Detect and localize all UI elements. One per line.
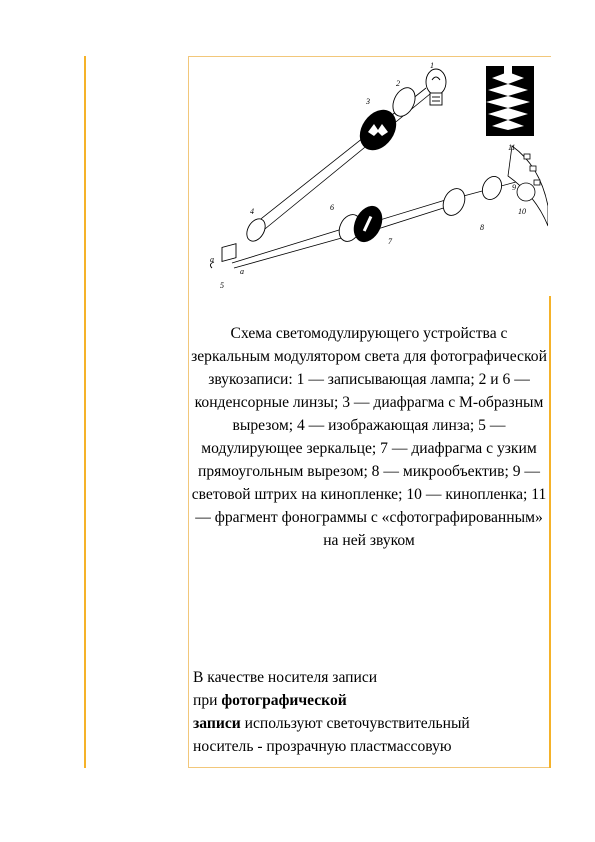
svg-text:7: 7: [388, 237, 392, 246]
left-margin-line: [84, 56, 86, 768]
svg-text:1: 1: [430, 61, 434, 70]
body-text-suffix: используют светочувствительный: [240, 715, 470, 732]
svg-text:2: 2: [396, 79, 400, 88]
figure-labels: [210, 61, 526, 290]
microlens-b: [479, 173, 505, 202]
svg-text:3: 3: [366, 97, 370, 106]
svg-text:9: 9: [512, 183, 516, 192]
body-line-2: [193, 689, 548, 712]
svg-text:10: 10: [518, 207, 526, 216]
imaging-lens: [243, 216, 269, 245]
figure-caption: Схема светомодулирующего устройства с зеркальным модулятором света для фотографической звукозаписи: 1 — записывающая лампа; 2 и 6 — конденсорные линзы; 3 — диафрагма с М-образным вырезом; 4 — изображающая линза; 5 — модулирующее зеркальце; 7 — диафрагма с узким прямоугольным вырезом; 8 — микрообъектив; 9 — световой штрих на кинопленке; 10 — кинопленка; 11 — фрагмент фонограммы с «сфотографированным» на ней звуком: [191, 325, 547, 549]
microlens-a: [439, 185, 469, 219]
svg-text:a: a: [240, 267, 244, 276]
svg-text:a: a: [210, 255, 214, 264]
body-line-3: [193, 712, 548, 735]
svg-text:8: 8: [480, 223, 484, 232]
soundtrack-fragment: [486, 66, 534, 136]
svg-text:4: 4: [250, 207, 254, 216]
body-bold-term-2: записи: [193, 715, 241, 732]
svg-text:6: 6: [330, 203, 334, 212]
body-line-1: В качестве носителя записи: [193, 669, 378, 686]
recording-lamp: [426, 69, 446, 105]
body-line-4: носитель - прозрачную пластмассовую: [193, 738, 452, 755]
svg-text:11: 11: [508, 143, 516, 152]
svg-text:5: 5: [220, 281, 224, 290]
body-text-prefix: при: [193, 692, 222, 709]
body-paragraph: [193, 666, 548, 758]
optical-scheme-figure: [190, 58, 548, 303]
modulating-mirror: [210, 244, 236, 268]
right-accent-line: [549, 296, 551, 768]
body-bold-term-1: фотографической: [221, 692, 347, 709]
